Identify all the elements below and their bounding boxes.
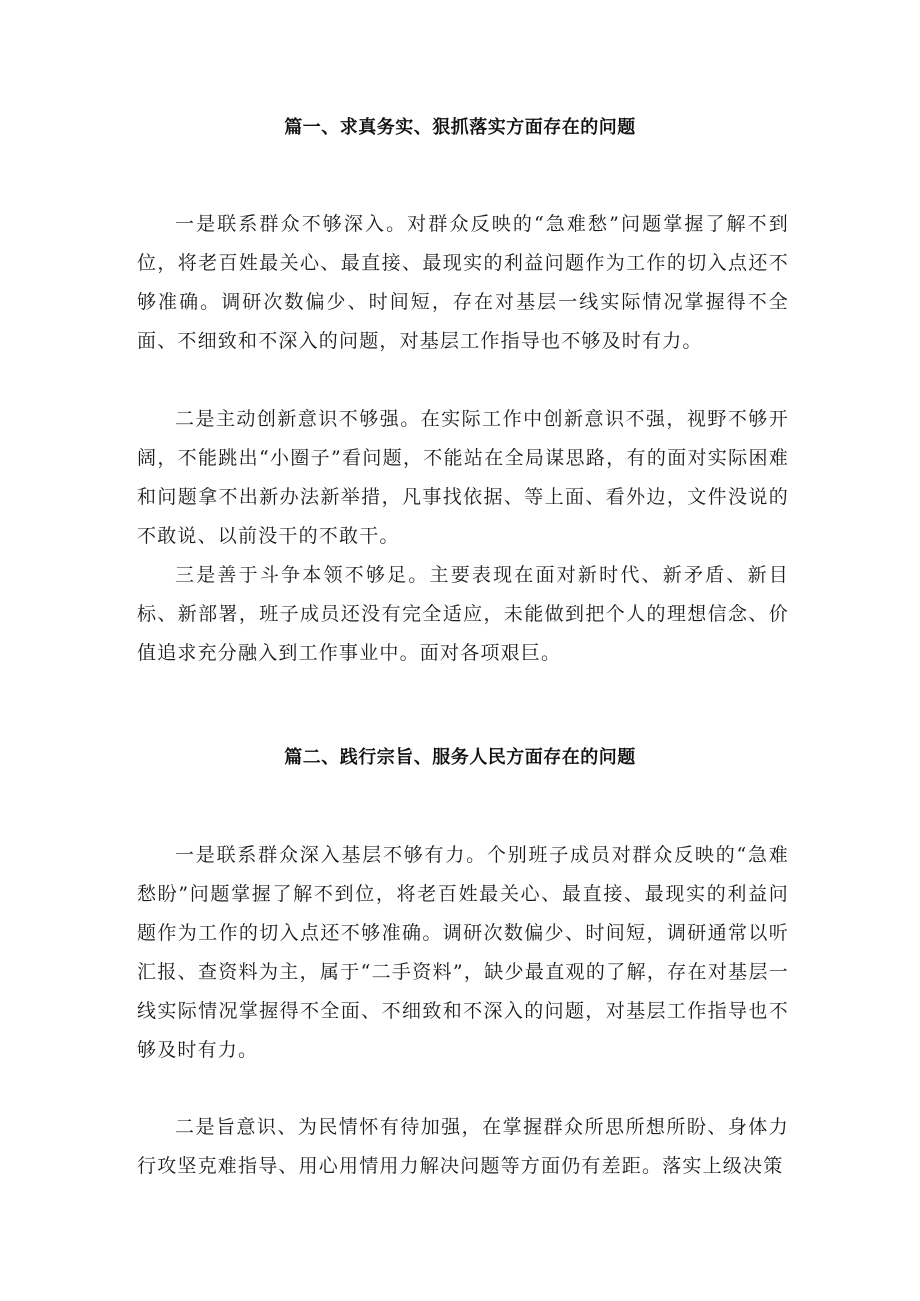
section-1-paragraph-3: 三是善于斗争本领不够足。主要表现在面对新时代、新矛盾、新目标、新部署，班子成员还没有完全适应，未能做到把个人的理想信念、价值追求充分融入到工作事业中。面对各项艰巨。 bbox=[137, 564, 789, 664]
section-1-paragraph-2: 二是主动创新意识不够强。在实际工作中创新意识不强，视野不够开阔，不能跳出“小圈子”看问题，不能站在全局谋思路，有的面对实际困难和问题拿不出新办法新举措，凡事找依据、等上面、看外边，文件没说的不敢说、以前没干的不敢干。 bbox=[137, 408, 789, 547]
section-1-paragraph-1: 一是联系群众不够深入。对群众反映的“急难愁”问题掌握了解不到位，将老百姓最关心、最直接、最现实的利益问题作为工作的切入点还不够准确。调研次数偏少、时间短，存在对基层一线实际情况掌握得不全面、不细致和不深入的问题，对基层工作指导也不够及时有力。 bbox=[137, 213, 789, 352]
section-2-paragraph-1: 一是联系群众深入基层不够有力。个别班子成员对群众反映的“急难愁盼”问题掌握了解不到位，将老百姓最关心、最直接、最现实的利益问题作为工作的切入点还不够准确。调研次数偏少、时间短，调研通常以听汇报、查资料为主，属于“二手资料”，缺少最直观的了解，存在对基层一线实际情况掌握得不全面、不细致和不深入的问题，对基层工作指导也不够及时有力。 bbox=[137, 844, 789, 1061]
section-1-title: 篇一、求真务实、狠抓落实方面存在的问题 bbox=[284, 117, 636, 138]
section-2-title: 篇二、践行宗旨、服务人民方面存在的问题 bbox=[284, 747, 636, 768]
section-2-paragraph-2: 二是旨意识、为民情怀有待加强，在掌握群众所思所想所盼、身体力行攻坚克难指导、用心用情用力解决问题等方面仍有差距。落实上级决策 bbox=[137, 1116, 789, 1177]
